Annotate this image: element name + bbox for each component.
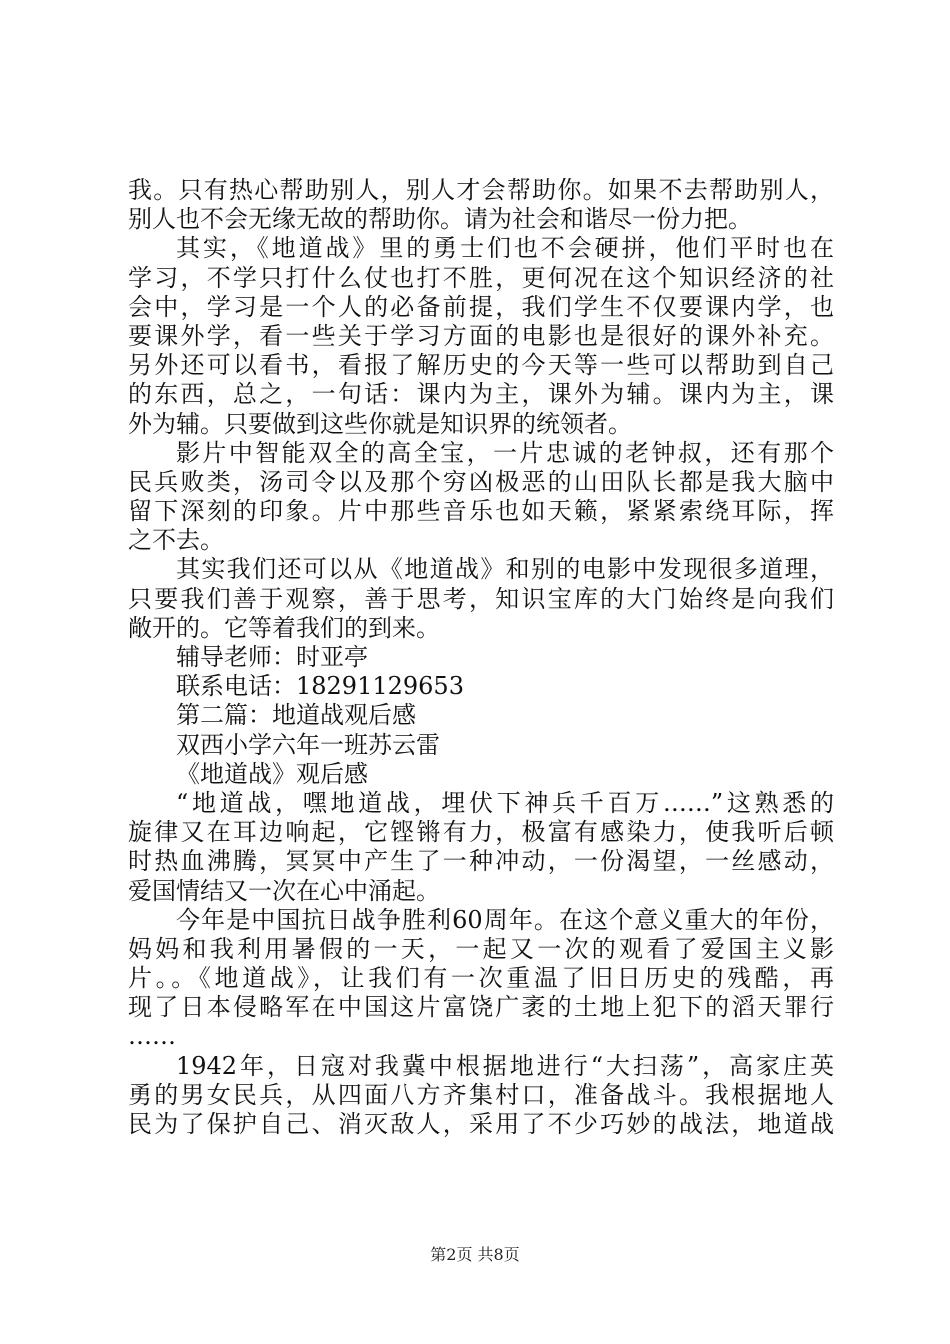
text-line: “地道战，嘿地道战，埋伏下神兵千百万……”这熟悉的 [176,788,834,817]
text-line: 现了日本侵略军在中国这片富饶广袤的土地上犯下的滔天罪行 [128,993,834,1022]
text-line: 留下深刻的印象。片中那些音乐也如天籁，紧紧索绕耳际，挥 [128,497,834,526]
text-line: 联系电话：18291129653 [176,672,464,701]
text-line: 之不去。 [128,526,224,555]
text-line: 会中，学习是一个人的必备前提，我们学生不仅要课内学，也 [128,292,834,321]
text-line: 敞开的。它等着我们的到来。 [128,613,440,642]
text-line: 双西小学六年一班苏云雷 [176,730,440,759]
text-line: 今年是中国抗日战争胜利60周年。在这个意义重大的年份， [176,905,834,934]
text-line: 只要我们善于观察，善于思考，知识宝库的大门始终是向我们 [128,584,834,613]
text-line: 辅导老师：时亚亭 [176,643,368,671]
text-line: 其实，《地道战》里的勇士们也不会硬拼，他们平时也在 [176,234,834,263]
text-line: 另外还可以看书，看报了解历史的今天等一些可以帮助到自己 [128,351,834,380]
text-line: 的东西，总之，一句话：课内为主，课外为辅。课内为主，课 [128,380,834,409]
text-line: 民兵败类，汤司令以及那个穷凶极恶的山田队长都是我大脑中 [128,467,834,496]
text-line: 《地道战》观后感 [176,759,368,788]
text-line: 妈妈和我利用暑假的一天，一起又一次的观看了爱国主义影 [128,934,834,963]
text-line: 我。只有热心帮助别人，别人才会帮助你。如果不去帮助别人， [128,176,834,204]
text-line: 旋律又在耳边响起，它铿锵有力，极富有感染力，使我听后顿 [128,818,834,847]
text-line: 要课外学，看一些关于学习方面的电影也是很好的课外补充。 [128,321,834,350]
text-line: …… [128,1022,176,1051]
text-line: 学习，不学只打什么仗也打不胜，更何况在这个知识经济的社 [128,263,834,292]
text-line: 第二篇：地道战观后感 [176,701,416,730]
text-line: 外为辅。只要做到这些你就是知识界的统领者。 [128,409,632,438]
page-footer: 第2页 共8页 [430,1245,520,1264]
text-line: 时热血沸腾，冥冥中产生了一种冲动，一份渴望，一丝感动， [128,847,834,876]
text-line: 爱国情结又一次在心中涌起。 [128,876,440,905]
text-line: 1942年，日寇对我冀中根据地进行“大扫荡”，高家庄英 [176,1051,834,1080]
text-line: 勇的男女民兵，从四面八方齐集村口，准备战斗。我根据地人 [128,1080,834,1109]
text-line: 影片中智能双全的高全宝，一片忠诚的老钟叔，还有那个 [176,438,834,467]
text-line: 民为了保护自己、消灭敌人，采用了不少巧妙的战法，地道战 [128,1110,834,1138]
document-body [128,176,834,1139]
text-line: 其实我们还可以从《地道战》和别的电影中发现很多道理， [176,555,834,584]
text-line: 别人也不会无缘无故的帮助你。请为社会和谐尽一份力把。 [128,205,752,234]
text-line: 片。。《地道战》，让我们有一次重温了旧日历史的残酷，再 [128,964,834,993]
